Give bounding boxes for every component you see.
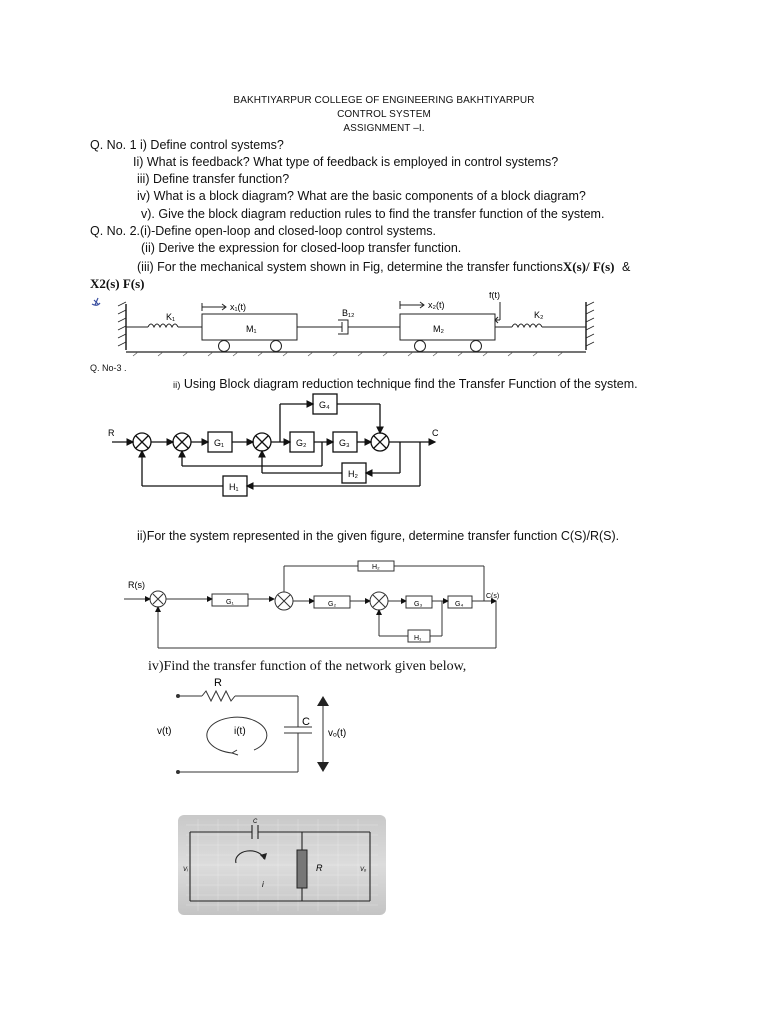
x2-label: x₂(t) <box>428 300 445 310</box>
q2-item-3-formula2: X2(s) F(s) <box>90 276 145 291</box>
bd1-h1: H₁ <box>229 482 239 492</box>
q1-item-5: v). Give the block diagram reduction rules to find the transfer function of the system. <box>141 207 605 221</box>
cr-network-figure <box>178 815 386 915</box>
q1-item-4: iv) What is a block diagram? What are the basic components of a block diagram? <box>137 189 586 203</box>
q3-item-3: ii)For the system represented in the given figure, determine transfer function C(S)/R(S). <box>137 529 620 543</box>
bd2-g2: G₂ <box>328 601 337 608</box>
q3-item-2-prefix: ii) <box>173 380 181 391</box>
bd1-g3: G₃ <box>339 438 350 448</box>
bd1-g2: G₂ <box>296 438 307 448</box>
bd1-g1: G₁ <box>214 438 225 448</box>
rc-vc-label: vₒ(t) <box>328 728 347 739</box>
rc-c-label: C <box>302 716 310 728</box>
b12-label: B₁₂ <box>342 308 355 318</box>
x1-label: x₁(t) <box>230 302 247 312</box>
bd2-h1: H₁ <box>414 635 422 642</box>
q3-item-4: iv)Find the transfer function of the network given below, <box>148 659 467 674</box>
q3-item-2-text: Using Block diagram reduction technique find the Transfer Function of the system. <box>183 377 638 391</box>
bd2-g3: G₃ <box>414 601 423 608</box>
block-diagram-2 <box>112 556 512 654</box>
q1-item-3: iii) Define transfer function? <box>137 172 290 186</box>
header-subject: CONTROL SYSTEM <box>337 109 431 120</box>
q2-lead: Q. No. 2.(i)-Define open-loop and closed-loop control systems. <box>90 224 436 238</box>
bd2-r-label: R(s) <box>128 580 145 590</box>
cr-i-label: i <box>262 880 264 889</box>
rc-r-label: R <box>214 677 222 689</box>
k2-label: K₂ <box>534 310 544 320</box>
f-label: f(t) <box>489 292 500 300</box>
m1-label: M₁ <box>246 324 257 334</box>
bd1-h2: H₂ <box>348 469 358 479</box>
q2-item-3-formula: X(s)/ F(s) <box>562 259 615 274</box>
rc-i-label: i(t) <box>234 726 246 737</box>
bd2-c-label: C(s) <box>486 593 500 600</box>
bd2-g4: G₄ <box>455 601 464 608</box>
bd2-h2: H₂ <box>372 564 380 571</box>
m2-label: M₂ <box>433 324 444 334</box>
cr-vo-label: Vₒ <box>360 867 367 873</box>
q1-item-2: Ii) What is feedback? What type of feedback is employed in control systems? <box>133 155 559 169</box>
bd1-c-label: C <box>432 428 439 438</box>
q1-lead: Q. No. 1 i) Define control systems? <box>90 138 284 152</box>
bd1-g4: G₄ <box>319 400 330 410</box>
mechanical-system-figure <box>88 292 600 360</box>
rc-v-label: v(t) <box>157 726 172 737</box>
bd2-g1: G₁ <box>226 599 234 606</box>
k1-label: K₁ <box>166 312 176 322</box>
q2-item-2: (ii) Derive the expression for closed-loop transfer function. <box>141 241 462 255</box>
header-assignment: ASSIGNMENT –I. <box>343 123 425 134</box>
cr-vi-label: Vᵢ <box>183 867 188 873</box>
q2-item-3-amp: & <box>622 260 631 274</box>
rc-network-figure <box>150 674 350 784</box>
cr-c-label: C <box>253 819 258 825</box>
block-diagram-1 <box>100 390 460 512</box>
header-college: BAKHTIYARPUR COLLEGE OF ENGINEERING BAKHTIYARPUR <box>233 95 535 106</box>
bd1-r-label: R <box>108 428 115 438</box>
cr-r-label: R <box>316 863 323 873</box>
q2-item-3-text: (iii) For the mechanical system shown in Fig, determine the transfer functions <box>137 260 563 274</box>
q3-lead: Q. No-3 . <box>90 363 127 373</box>
